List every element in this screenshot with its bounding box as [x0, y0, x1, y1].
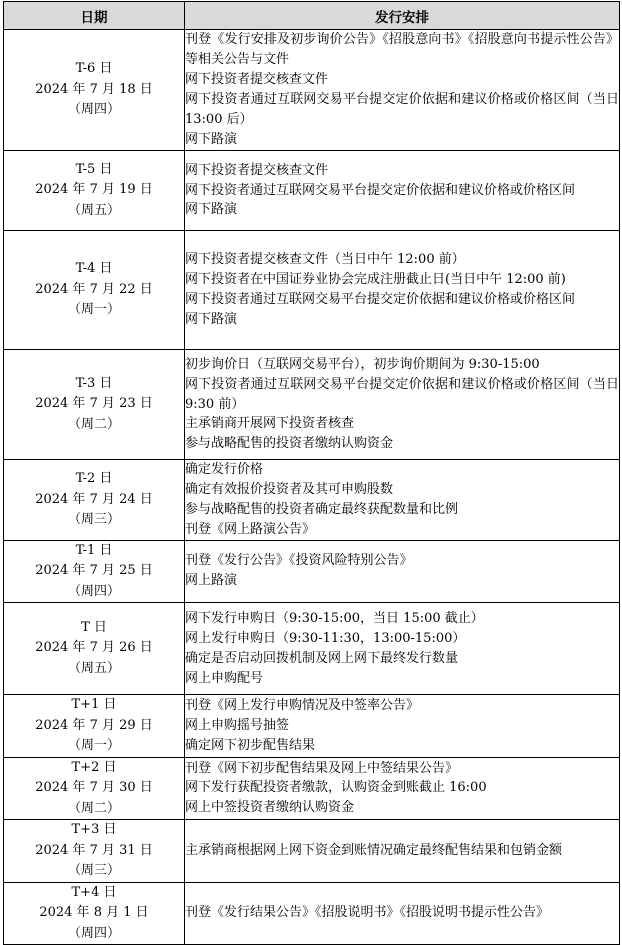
- trading-day-label: T+3 日: [71, 822, 117, 838]
- weekday-label: （周四）: [67, 583, 120, 599]
- arrangement-item: 网下投资者提交核查文件（当日中午 12:00 前）: [185, 252, 465, 268]
- weekday-label: （周一）: [67, 302, 120, 318]
- arrangement-item: 刊登《网上路演公告》: [185, 521, 316, 537]
- arrangement-item: 网上发行申购日（9:30-11:30，13:00-15:00）: [185, 630, 466, 646]
- date-cell: [4, 540, 185, 603]
- weekday-label: （周四）: [67, 925, 120, 941]
- table-body: [4, 30, 620, 945]
- arrangement-item: 参与战略配售的投资者缴纳认购资金: [185, 436, 394, 452]
- table-row: [4, 460, 620, 541]
- arrangement-item: 网上路演: [185, 573, 238, 589]
- table-row: [4, 151, 620, 231]
- calendar-date: 2024 年 7 月 29 日: [35, 717, 153, 733]
- calendar-date: 2024 年 7 月 26 日: [35, 640, 153, 656]
- calendar-date: 2024 年 7 月 31 日: [35, 842, 153, 858]
- weekday-label: （周二）: [67, 800, 120, 816]
- calendar-date: 2024 年 7 月 30 日: [35, 780, 153, 796]
- header-date: 日期: [4, 2, 185, 30]
- date-cell: [4, 695, 185, 758]
- weekday-label: （周五）: [67, 660, 120, 676]
- date-cell: [4, 460, 185, 541]
- table-row: [4, 603, 620, 695]
- arrangement-cell: [185, 540, 620, 603]
- arrangement-item: 网下投资者通过互联网交易平台提交定价依据和建议价格或价格区间: [185, 292, 576, 307]
- arrangement-cell: [185, 603, 620, 695]
- arrangement-cell: [185, 882, 620, 945]
- weekday-label: （周三）: [67, 863, 120, 879]
- trading-day-label: T-6 日: [75, 61, 113, 77]
- arrangement-item: 刊登《网上发行申购情况及中签率公告》: [185, 698, 420, 714]
- date-cell: [4, 820, 185, 883]
- table-row: [4, 30, 620, 151]
- arrangement-item: 网下路演: [185, 131, 238, 147]
- trading-day-label: T-2 日: [75, 471, 113, 487]
- weekday-label: （周四）: [67, 102, 120, 118]
- arrangement-cell: [185, 231, 620, 350]
- arrangement-item: 网下发行获配投资者缴款，认购资金到账截止 16:00: [185, 780, 487, 796]
- date-cell: [4, 231, 185, 350]
- table-row: [4, 695, 620, 758]
- arrangement-item: 刊登《发行结果公告》《招股说明书》《招股说明书提示性公告》: [185, 905, 550, 921]
- date-cell: [4, 151, 185, 231]
- weekday-label: （周一）: [67, 738, 120, 754]
- weekday-label: （周三）: [67, 512, 120, 528]
- arrangement-item: 确定有效报价投资者及其可申购股数: [185, 481, 394, 497]
- trading-day-label: T+1 日: [71, 697, 117, 713]
- arrangement-item: 网下路演: [185, 202, 238, 218]
- table-row: [4, 820, 620, 883]
- date-cell: [4, 603, 185, 695]
- trading-day-label: T+4 日: [71, 884, 117, 900]
- arrangement-item: 初步询价日（互联网交易平台），初步询价期间为 9:30-15:00: [185, 356, 540, 372]
- weekday-label: （周五）: [67, 202, 120, 218]
- arrangement-item: 网下投资者在中国证券业协会完成注册截止日(当日中午 12:00 前): [185, 272, 566, 288]
- table-row: [4, 540, 620, 603]
- table-row: [4, 882, 620, 945]
- arrangement-item: 确定发行价格: [185, 462, 264, 477]
- arrangement-item: 主承销商开展网下投资者核查: [185, 416, 355, 432]
- arrangement-item: 刊登《发行公告》《投资风险特别公告》: [185, 553, 413, 569]
- calendar-date: 2024 年 8 月 1 日: [39, 905, 149, 921]
- calendar-date: 2024 年 7 月 24 日: [35, 491, 153, 507]
- trading-day-label: T+2 日: [71, 759, 117, 775]
- schedule-table: [3, 1, 620, 945]
- calendar-date: 2024 年 7 月 25 日: [35, 563, 153, 579]
- arrangement-cell: [185, 695, 620, 758]
- trading-day-label: T-3 日: [75, 375, 113, 391]
- table-row: [4, 757, 620, 820]
- header-row: [4, 2, 620, 30]
- arrangement-item: 网下投资者通过互联网交易平台提交定价依据和建议价格或价格区间: [185, 182, 576, 198]
- arrangement-item: 刊登《发行安排及初步询价公告》《招股意向书》《招股意向书提示性公告》等相关公告与文件: [185, 32, 619, 68]
- arrangement-item: 网上申购摇号抽签: [185, 717, 290, 733]
- trading-day-label: T-5 日: [75, 161, 113, 177]
- date-cell: [4, 30, 185, 151]
- arrangement-item: 网下发行申购日（9:30-15:00，当日 15:00 截止）: [185, 610, 484, 626]
- arrangement-cell: [185, 460, 620, 541]
- calendar-date: 2024 年 7 月 22 日: [35, 281, 153, 297]
- arrangement-item: 确定网下初步配售结果: [185, 737, 316, 753]
- table-header: [4, 2, 620, 30]
- table-row: [4, 350, 620, 460]
- arrangement-cell: [185, 30, 620, 151]
- trading-day-label: T-4 日: [75, 261, 113, 277]
- arrangement-cell: [185, 757, 620, 820]
- arrangement-cell: [185, 820, 620, 883]
- arrangement-cell: [185, 350, 620, 460]
- weekday-label: （周二）: [67, 416, 120, 432]
- arrangement-item: 网下路演: [185, 311, 238, 327]
- arrangement-item: 网上中签投资者缴纳认购资金: [185, 800, 355, 816]
- arrangement-item: 网下投资者提交核查文件: [185, 72, 329, 88]
- arrangement-item: 网下投资者通过互联网交易平台提交定价依据和建议价格或价格区间（当日 13:00 后）: [185, 92, 619, 127]
- arrangement-item: 网上申购配号: [185, 670, 264, 686]
- table-row: [4, 231, 620, 350]
- date-cell: [4, 757, 185, 820]
- calendar-date: 2024 年 7 月 18 日: [35, 81, 153, 97]
- header-arrangement: 发行安排: [185, 2, 620, 30]
- arrangement-item: 确定是否启动回拨机制及网上网下最终发行数量: [185, 650, 459, 666]
- date-cell: [4, 882, 185, 945]
- trading-day-label: T-1 日: [75, 542, 113, 558]
- arrangement-cell: [185, 151, 620, 231]
- calendar-date: 2024 年 7 月 23 日: [35, 396, 153, 412]
- date-cell: [4, 350, 185, 460]
- arrangement-item: 刊登《网下初步配售结果及网上中签结果公告》: [185, 760, 459, 776]
- arrangement-item: 主承销商根据网上网下资金到账情况确定最终配售结果和包销金额: [185, 842, 563, 858]
- arrangement-item: 参与战略配售的投资者确定最终获配数量和比例: [185, 501, 459, 517]
- trading-day-label: T 日: [81, 619, 107, 635]
- arrangement-item: 网下投资者提交核查文件: [185, 162, 329, 178]
- calendar-date: 2024 年 7 月 19 日: [35, 182, 153, 198]
- arrangement-item: 网下投资者通过互联网交易平台提交定价依据和建议价格或价格区间（当日 9:30 前）: [185, 376, 619, 412]
